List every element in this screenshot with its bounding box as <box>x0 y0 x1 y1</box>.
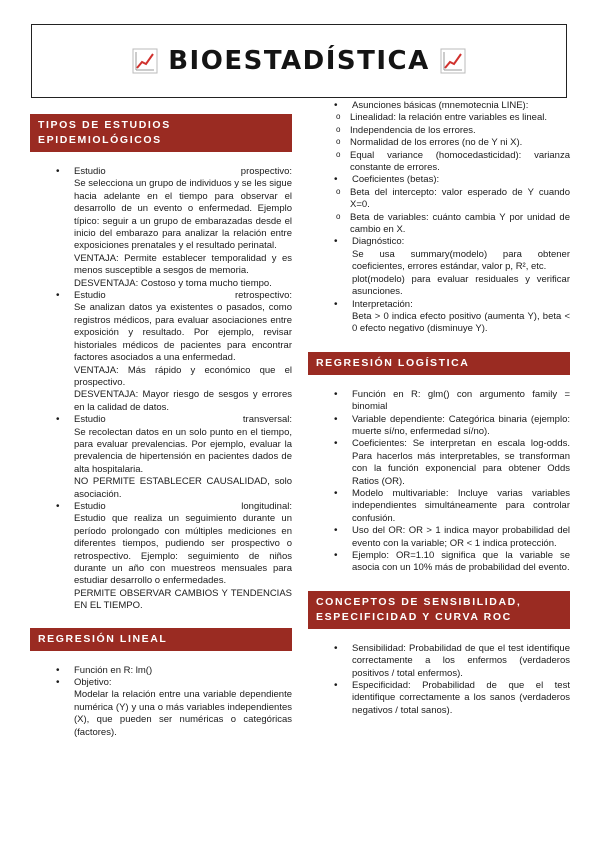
list-item <box>308 414 570 439</box>
sublist-text: Beta de variables: cuánto cambia Y por unidad de cambio en X. <box>350 211 570 236</box>
item-title: Coeficientes (betas): <box>352 174 440 186</box>
item-text: Se analizan datos ya existentes o pasados, como registros médicos, para evaluar asociaciones entre exposición y resultado. Por ejemplo, revisar historiales médicos de pacientes para encontrar factores asociados a una enfermedad. <box>74 302 292 364</box>
list-item <box>30 677 292 739</box>
sublist-text: Linealidad: la relación entre variables es lineal. <box>350 112 547 124</box>
item-disadvantage: DESVENTAJA: Costoso y toma mucho tiempo. <box>74 277 272 289</box>
list-item <box>308 299 570 336</box>
study-types-list <box>30 166 292 613</box>
sublist-item <box>308 125 570 137</box>
left-column <box>30 114 292 739</box>
title-box <box>31 24 567 98</box>
sublist-text: Equal variance (homocedasticidad): varianza constante de errores. <box>350 149 570 174</box>
item-title: • Estudio retrospectivo: <box>74 290 292 302</box>
list-item <box>30 501 292 613</box>
heading-line: ESPECIFICIDAD Y CURVA ROC <box>316 610 512 623</box>
section-heading-sensibilidad <box>308 591 570 629</box>
heading-line: CONCEPTOS DE SENSIBILIDAD, <box>316 595 522 608</box>
list-item <box>308 643 570 680</box>
item-advantage: VENTAJA: Más rápido y económico que el prospectivo. <box>74 364 292 388</box>
item-note: NO PERMITE ESTABLECER CAUSALIDAD, solo asociación. <box>74 476 292 500</box>
item-title: • Estudio prospectivo: <box>74 166 292 177</box>
item-title: • Diagnóstico: <box>352 236 405 248</box>
sublist-item <box>308 187 570 212</box>
item-text: Modelar la relación entre una variable dependiente numérica (Y) y una o más variables independientes (X), que pueden ser numéricas o categóricas (factores). <box>74 689 292 738</box>
item-text: Variable dependiente: Categórica binaria (ejemplo: muerte sí/no, enfermedad sí/no). <box>352 413 570 437</box>
item-text: Se usa summary(modelo) para obtener coeficientes, errores estándar, valor p, R², etc. <box>352 248 570 273</box>
sublist-text: Beta del intercepto: valor esperado de Y cuando X=0. <box>350 186 570 211</box>
list-item <box>308 525 570 550</box>
item-text: Sensibilidad: Probabilidad de que el test identifique correctamente a los enfermos (verdaderos positivos / total enfermos). <box>352 642 570 679</box>
list-item <box>308 174 570 236</box>
section-heading-logistica: REGRESIÓN LOGÍSTICA <box>308 352 570 375</box>
sublist-item <box>308 137 570 149</box>
item-text: Uso del OR: OR > 1 indica mayor probabilidad del evento con la variable; OR < 1 indica protección. <box>352 525 570 549</box>
list-item <box>308 389 570 414</box>
item-text: Función en R: glm() con argumento family = binomial <box>352 388 570 413</box>
list-item <box>30 665 292 677</box>
item-note: PERMITE OBSERVAR CAMBIOS Y TENDENCIAS EN EL TIEMPO. <box>74 587 292 612</box>
item-title: • Interpretación: <box>352 298 413 310</box>
item-text: Estudio que realiza un seguimiento durante un período prolongado con múltiples mediciones en diferentes tiempos, pudiendo ser prospectivo o retrospectivo. Ejemplo: seguimiento de niños durante un año con muestreos mensuales para estudiar desarrollo o enfermedades. <box>74 513 292 587</box>
list-item <box>308 236 570 298</box>
sublist-text: Independencia de los errores. <box>350 124 476 136</box>
item-text: Función en R: lm() <box>74 664 153 676</box>
list-item <box>308 550 570 575</box>
item-text: Coeficientes: Se interpretan en escala log-odds. Para hacerlos más interpretables, se transforman con la función exponencial para obtener Odds Ratios (OR). <box>352 438 570 487</box>
item-text: Beta > 0 indica efecto positivo (aumenta Y), beta < 0 efecto negativo (disminuye Y). <box>352 310 570 335</box>
sensitivity-list <box>308 643 570 717</box>
list-item <box>308 680 570 717</box>
page-title: BIOESTADÍSTICA <box>168 46 430 76</box>
item-text: Se selecciona un grupo de individuos y se les sigue hacia adelante en el tiempo para observar el desarrollo de un evento o enfermedad. Ejemplo típico: seguir a un grupo de embarazadas desde el inicio del embarazo para analizar la relación entre exposiciones prenatales y el resultado perinatal. <box>74 178 292 252</box>
sublist-item <box>308 112 570 124</box>
chart-up-icon <box>132 48 158 74</box>
list-item <box>30 166 292 290</box>
item-text: Modelo multivariable: Incluye varias variables independientes simultáneamente para controlar confusión. <box>352 487 570 524</box>
item-disadvantage: DESVENTAJA: Mayor riesgo de sesgos y errores en la calidad de datos. <box>74 389 292 413</box>
list-item <box>308 100 570 174</box>
item-text: Se recolectan datos en un solo punto en el tiempo, para evaluar prevalencias. Por ejemplo, evaluar la prevalencia de hipertensión en pacientes dados de alta hospitalaria. <box>74 426 292 475</box>
section-heading-lineal: REGRESIÓN LINEAL <box>30 628 292 651</box>
sublist-item <box>308 150 570 175</box>
list-item <box>30 414 292 501</box>
list-item <box>308 438 570 488</box>
linear-regression-list <box>30 665 292 739</box>
linear-regression-continued <box>308 100 570 336</box>
list-item <box>308 488 570 525</box>
item-title: • Objetivo: <box>74 677 112 689</box>
item-text: Ejemplo: OR=1.10 significa que la variable se asocia con un 10% más de probabilidad del evento. <box>352 550 570 574</box>
sublist-item <box>308 212 570 237</box>
right-column <box>308 100 570 717</box>
item-title: • Estudio transversal: <box>74 414 292 426</box>
item-advantage: VENTAJA: Permite establecer temporalidad y es menos susceptible a sesgos de memoria. <box>74 252 292 277</box>
item-title: • Estudio longitudinal: <box>74 500 292 512</box>
sublist <box>352 112 570 174</box>
item-text: plot(modelo) para evaluar residuales y verificar asunciones. <box>352 273 570 298</box>
section-heading-tipos: TIPOS DE ESTUDIOS EPIDEMIOLÓGICOS <box>30 114 292 152</box>
logistic-regression-list <box>308 389 570 575</box>
list-item <box>30 290 292 414</box>
sublist <box>352 187 570 237</box>
item-text: Especificidad: Probabilidad de que el test identifique correctamente a los sanos (verdaderos negativos / total sanos). <box>352 680 570 716</box>
item-title: Asunciones básicas (mnemotecnia LINE): <box>352 100 529 111</box>
sublist-text: Normalidad de los errores (no de Y ni X). <box>350 137 523 149</box>
chart-up-icon <box>440 48 466 74</box>
